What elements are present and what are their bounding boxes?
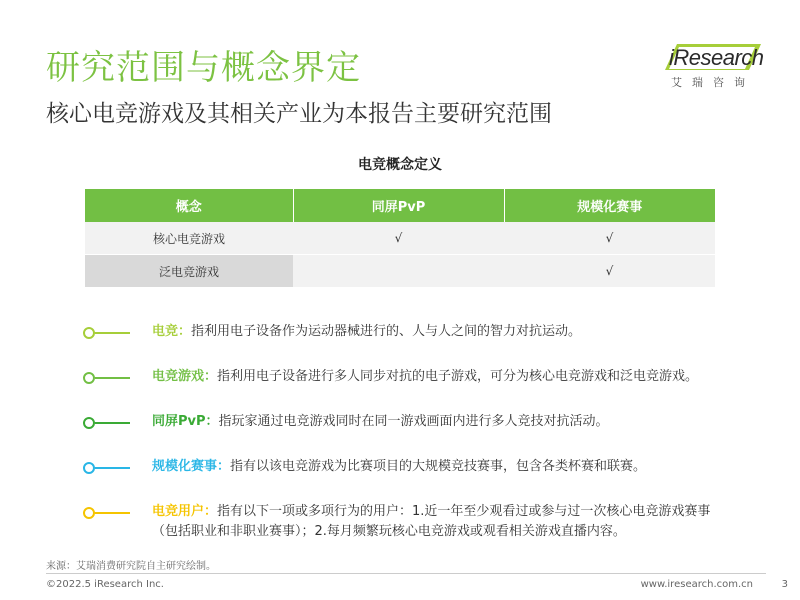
row-concept-cell: 核心电竞游戏 (85, 222, 293, 255)
page-subtitle: 核心电竞游戏及其相关产业为本报告主要研究范围 (46, 101, 552, 127)
logo-wordmark: iResearch (669, 45, 764, 70)
row-concept-cell: 泛电竞游戏 (85, 255, 293, 288)
definition-text: 指有以该电竞游戏为比赛项目的大规模竞技赛事，包含各类杯赛和联赛。 (230, 459, 647, 474)
header-event: 规模化赛事 (504, 189, 715, 222)
row-pvp-cell (293, 255, 504, 288)
definition-term: 规模化赛事： (152, 459, 231, 474)
bullet-marker-icon (82, 416, 142, 430)
definition-term: 电竞用户： (152, 504, 218, 519)
page-number: 3 (781, 579, 788, 590)
definition-text: 指利用电子设备进行多人同步对抗的电子游戏，可分为核心电竞游戏和泛电竞游戏。 (217, 369, 699, 384)
bullet-marker-icon (82, 506, 142, 520)
source-note: 来源：艾瑞消费研究院自主研究绘制。 (46, 561, 216, 572)
page-title: 研究范围与概念界定 (46, 48, 361, 88)
bullet-marker-icon (82, 461, 142, 475)
table-header-row (85, 189, 715, 222)
header-concept: 概念 (85, 189, 293, 222)
bullet-marker-icon (82, 326, 142, 340)
definition-text: 指玩家通过电竞游戏同时在同一游戏画面内进行多人竞技对抗活动。 (218, 414, 609, 429)
table-row (85, 222, 715, 255)
concept-table (85, 189, 715, 288)
row-event-cell: √ (504, 222, 715, 255)
row-event-cell: √ (504, 255, 715, 288)
header-pvp: 同屏PvP (293, 189, 504, 222)
copyright: ©2022.5 iResearch Inc. (46, 579, 164, 590)
definition-text: 指利用电子设备作为运动器械进行的、人与人之间的智力对抗运动。 (191, 324, 582, 339)
row-pvp-cell: √ (293, 222, 504, 255)
bullet-marker-icon (82, 371, 142, 385)
table-row (85, 255, 715, 288)
definition-term: 同屏PvP： (152, 414, 219, 429)
iresearch-logo (663, 42, 763, 92)
definition-term: 电竞游戏： (152, 369, 218, 384)
logo-subtext: 艾瑞咨询 (671, 76, 755, 89)
footer-divider (46, 573, 766, 574)
table-title: 电竞概念定义 (358, 157, 442, 173)
website-link[interactable]: www.iresearch.com.cn (640, 579, 753, 590)
definition-term: 电竞： (152, 324, 192, 339)
definition-text: 指有以下一项或多项行为的用户：1.近一年至少观看过或参与过一次核心电竞游戏赛事（包括职业和非职业赛事）；2.每月频繁玩核心电竞游戏或观看相关游戏直播内容。 (152, 504, 711, 539)
